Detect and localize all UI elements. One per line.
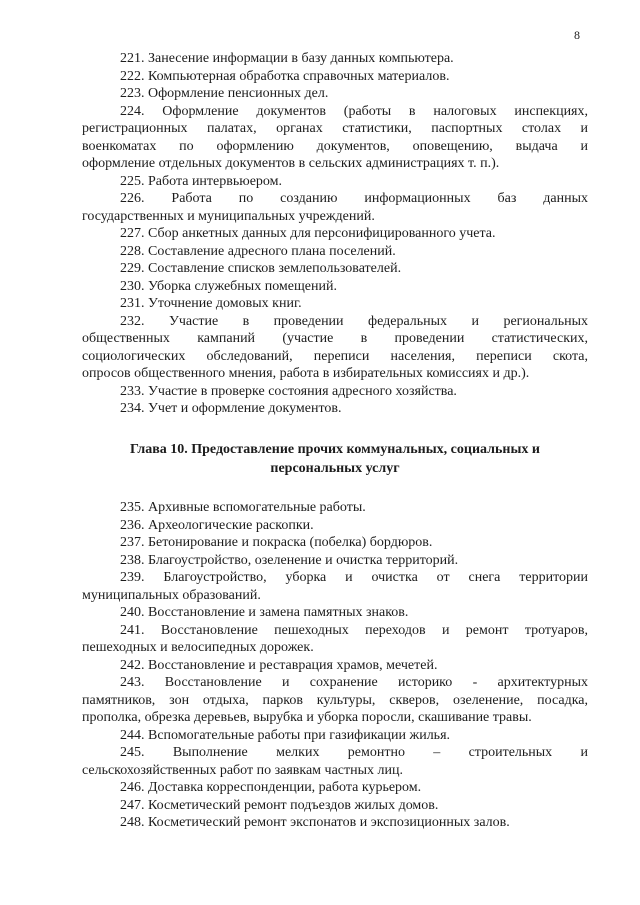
list-item [82, 278, 588, 296]
list-item [82, 622, 588, 657]
list-item [82, 85, 588, 103]
list-item [82, 103, 588, 173]
list-item-line: 224. Оформление документов (работы в налоговых инспекциях, [120, 103, 588, 119]
list-item-line: 246. Доставка корреспонденции, работа курьером. [120, 780, 422, 795]
list-item [82, 534, 588, 552]
list-item [82, 260, 588, 278]
list-item [82, 657, 588, 675]
list-item [82, 797, 588, 815]
list-item-line: муниципальных образований. [82, 587, 261, 603]
page-number: 8 [574, 28, 580, 42]
list-item [82, 190, 588, 225]
list-item [82, 499, 588, 517]
list-item-line: 239. Благоустройство, уборка и очистка от снега территории [120, 570, 588, 585]
chapter-heading [82, 440, 588, 478]
list-item [82, 68, 588, 86]
list-item-line: социологических обследований, переписи населения, переписи скота, [82, 348, 588, 364]
list-item-line: 248. Косметический ремонт экспонатов и экспозиционных залов. [120, 815, 510, 830]
list-item-line: 228. Составление адресного плана поселений. [120, 243, 396, 259]
list-item-line: военкоматах по оформлению документов, оповещению, выдача и [82, 138, 588, 154]
list-item-line: общественных кампаний (участие в проведении статистических, [82, 331, 588, 346]
list-item-line: 245. Выполнение мелких ремонтно – строительных и [120, 745, 588, 760]
list-item-line: 235. Архивные вспомогательные работы. [120, 500, 366, 515]
list-item-line: 223. Оформление пенсионных дел. [120, 86, 329, 101]
item-list-part-2 [82, 499, 588, 832]
list-item-line: пешеходных и велосипедных дорожек. [82, 640, 314, 655]
list-item [82, 814, 588, 832]
list-item-line: прополка, обрезка деревьев, вырубка и уборка поросли, скашивание травы. [82, 710, 532, 725]
list-item [82, 400, 588, 418]
list-item-line: 222. Компьютерная обработка справочных материалов. [120, 68, 450, 84]
list-item-line: 241. Восстановление пешеходных переходов и ремонт тротуаров, [120, 622, 588, 638]
list-item [82, 779, 588, 797]
item-list-part-1 [82, 50, 588, 418]
list-item [82, 552, 588, 570]
list-item [82, 604, 588, 622]
list-item [82, 569, 588, 604]
list-item-line: 225. Работа интервьюером. [120, 173, 283, 189]
list-item-line: 231. Уточнение домовых книг. [120, 296, 302, 311]
list-item [82, 173, 588, 191]
chapter-heading-line-2: персональных услуг [270, 461, 400, 476]
list-item-line: 240. Восстановление и замена памятных знаков. [120, 605, 409, 620]
list-item-line: 230. Уборка служебных помещений. [120, 278, 337, 294]
list-item-line: оформление отдельных документов в сельских администрациях т. п.). [82, 156, 500, 171]
list-item [82, 295, 588, 313]
list-item-line: 244. Вспомогательные работы при газификации жилья. [120, 727, 451, 743]
list-item-line: регистрационных палатах, органах статистики, паспортных столах и [82, 121, 588, 136]
list-item [82, 744, 588, 779]
list-item [82, 50, 588, 68]
list-item-line: 242. Восстановление и реставрация храмов, мечетей. [120, 657, 438, 673]
list-item-line: 247. Косметический ремонт подъездов жилых домов. [120, 797, 439, 813]
list-item [82, 517, 588, 535]
list-item-line: 237. Бетонирование и покраска (побелка) бордюров. [120, 535, 433, 550]
list-item-line: государственных и муниципальных учреждений. [82, 208, 375, 224]
list-item-line: 243. Восстановление и сохранение историко - архитектурных [120, 675, 588, 690]
list-item-line: памятников, зон отдыха, парков культуры, скверов, озеленение, посадка, [82, 692, 588, 708]
list-item-line: 232. Участие в проведении федеральных и региональных [120, 313, 588, 329]
list-item-line: 227. Сбор анкетных данных для персонифицированного учета. [120, 226, 496, 241]
list-item [82, 727, 588, 745]
list-item [82, 313, 588, 383]
list-item [82, 225, 588, 243]
list-item-line: сельскохозяйственных работ по заявкам частных лиц. [82, 762, 403, 778]
list-item-line: 229. Составление списков землепользователей. [120, 261, 402, 276]
chapter-heading-line-1: Глава 10. Предоставление прочих коммунальных, социальных и [130, 442, 540, 457]
list-item-line: 233. Участие в проверке состояния адресного хозяйства. [120, 383, 457, 399]
list-item [82, 674, 588, 727]
list-item-line: 238. Благоустройство, озеленение и очистка территорий. [120, 552, 459, 568]
list-item-line: 221. Занесение информации в базу данных компьютера. [120, 51, 454, 66]
list-item [82, 243, 588, 261]
list-item-line: 236. Археологические раскопки. [120, 517, 314, 533]
list-item-line: опросов общественного мнения, работа в избирательных комиссиях и др.). [82, 366, 530, 381]
list-item [82, 383, 588, 401]
list-item-line: 234. Учет и оформление документов. [120, 401, 342, 416]
list-item-line: 226. Работа по созданию информационных баз данных [120, 191, 588, 206]
